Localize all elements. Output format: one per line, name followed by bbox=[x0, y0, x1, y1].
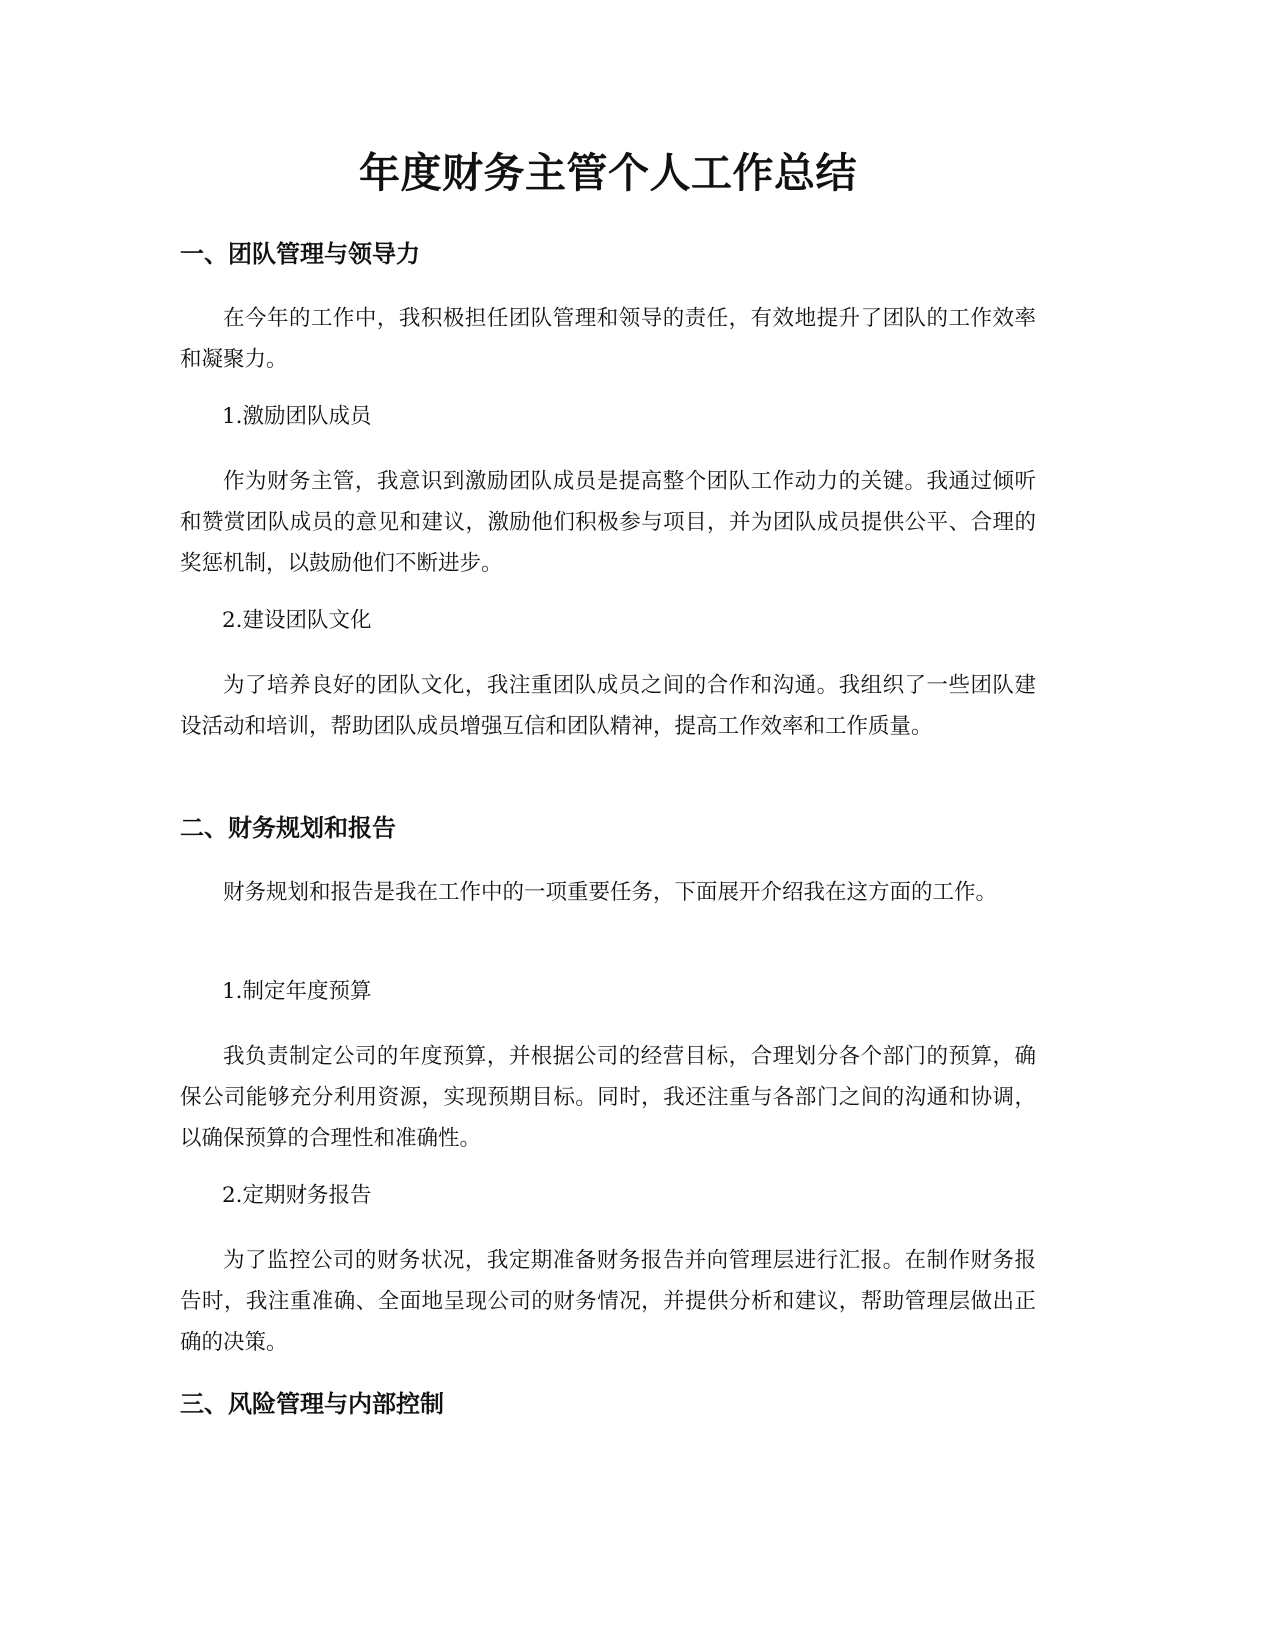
section-intro-team-management: 在今年的工作中，我积极担任团队管理和领导的责任，有效地提升了团队的工作效率和凝聚力。 bbox=[180, 306, 1036, 372]
subheading-financial-reports: 2.定期财务报告 bbox=[222, 1183, 372, 1208]
paragraph-annual-budget: 我负责制定公司的年度预算，并根据公司的经营目标，合理划分各个部门的预算，确保公司能够充分利用资源，实现预期目标。同时，我还注重与各部门之间的沟通和协调，以确保预算的合理性和准确性。 bbox=[180, 1044, 1036, 1151]
section-heading-risk-management: 三、风险管理与内部控制 bbox=[180, 1390, 444, 1418]
subheading-motivate-members: 1.激励团队成员 bbox=[222, 404, 372, 429]
document-title: 年度财务主管个人工作总结 bbox=[359, 149, 857, 197]
paragraph-team-culture: 为了培养良好的团队文化，我注重团队成员之间的合作和沟通。我组织了一些团队建设活动和培训，帮助团队成员增强互信和团队精神，提高工作效率和工作质量。 bbox=[180, 673, 1036, 739]
section-heading-team-management: 一、团队管理与领导力 bbox=[180, 240, 420, 268]
paragraph-financial-reports: 为了监控公司的财务状况，我定期准备财务报告并向管理层进行汇报。在制作财务报告时，我注重准确、全面地呈现公司的财务情况，并提供分析和建议，帮助管理层做出正确的决策。 bbox=[180, 1248, 1036, 1355]
section-heading-financial-planning: 二、财务规划和报告 bbox=[180, 814, 396, 842]
subheading-annual-budget: 1.制定年度预算 bbox=[222, 979, 372, 1004]
paragraph-motivate-members: 作为财务主管，我意识到激励团队成员是提高整个团队工作动力的关键。我通过倾听和赞赏团队成员的意见和建议，激励他们积极参与项目，并为团队成员提供公平、合理的奖惩机制，以鼓励他们不断进步。 bbox=[180, 469, 1036, 576]
subheading-team-culture: 2.建设团队文化 bbox=[222, 608, 372, 633]
section-intro-financial-planning: 财务规划和报告是我在工作中的一项重要任务，下面展开介绍我在这方面的工作。 bbox=[223, 880, 998, 905]
